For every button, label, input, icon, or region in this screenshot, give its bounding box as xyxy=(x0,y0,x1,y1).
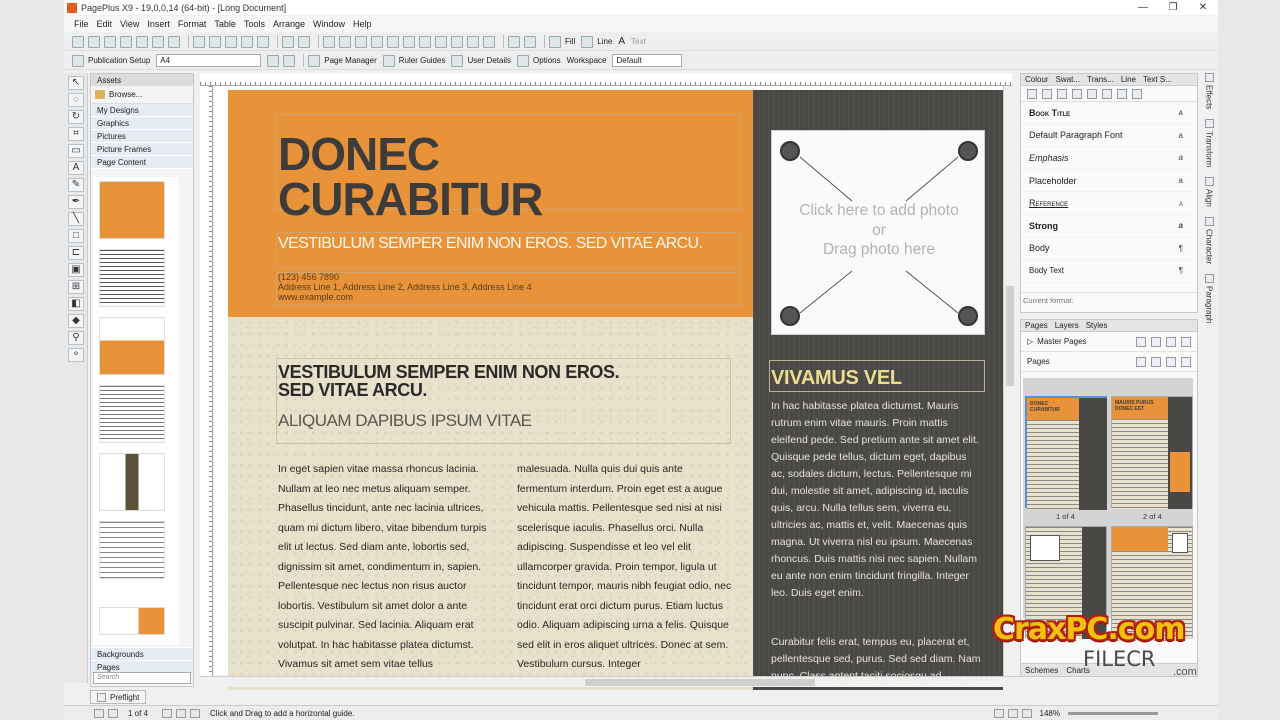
assets-tab-label: Assets xyxy=(97,75,122,85)
separator xyxy=(303,54,304,67)
asset-thumbnail[interactable] xyxy=(99,181,165,239)
zoom-level[interactable]: 148% xyxy=(1039,708,1060,718)
tab-transform-label: Transform xyxy=(1204,131,1214,168)
photo-placeholder-line-1: Click here to add photo xyxy=(799,202,959,219)
paragraph-icon xyxy=(1205,274,1214,283)
status-hint: Click and Drag to add a horizontal guide. xyxy=(210,708,355,718)
browse-label: Browse... xyxy=(109,90,143,99)
vertical-tab-strip xyxy=(1202,73,1216,373)
format-painter-icon[interactable] xyxy=(241,36,253,48)
photo-placeholder-line-3: Drag photo here xyxy=(822,241,936,258)
open-icon[interactable] xyxy=(88,36,100,48)
transparency-tool-icon[interactable]: ◧ xyxy=(68,297,84,311)
section-heading-line-1: VESTIBULUM SEMPER ENIM NON EROS. xyxy=(278,362,620,382)
section-subheading[interactable]: ALIQUAM DAPIBUS IPSUM VITAE xyxy=(278,411,532,430)
tab-paragraph-label: Paragraph xyxy=(1204,286,1214,324)
folder-icon xyxy=(95,90,105,99)
zoom-slider[interactable] xyxy=(1068,712,1158,715)
transform-icon xyxy=(1205,119,1214,128)
thumb-body xyxy=(1112,419,1168,509)
copy-page-icon[interactable] xyxy=(1151,357,1161,367)
edit-style-icon[interactable] xyxy=(1042,89,1052,99)
page-size-value: A4 xyxy=(160,56,171,65)
connector-tool-icon[interactable]: ⊏ xyxy=(68,246,84,260)
standard-toolbar xyxy=(64,33,1218,51)
phone-number: (123) 456 7890 xyxy=(278,272,340,282)
undo-icon[interactable] xyxy=(282,36,294,48)
separator xyxy=(544,35,545,48)
assets-search-input[interactable]: Search xyxy=(93,672,191,684)
last-page-button[interactable] xyxy=(176,709,186,718)
pages-panel-tabs xyxy=(1021,320,1197,332)
style-name: Reference xyxy=(1029,198,1069,209)
style-type-mark: a xyxy=(1178,176,1183,186)
style-type-mark: ¶ xyxy=(1178,266,1183,276)
assets-tab[interactable] xyxy=(91,74,193,86)
align-icon[interactable] xyxy=(387,36,399,48)
style-type-mark: a xyxy=(1178,108,1183,118)
page-indicator[interactable]: 1 of 4 xyxy=(128,708,149,718)
character-icon xyxy=(1205,217,1214,226)
style-name: Placeholder xyxy=(1029,175,1077,186)
text-styles-panel xyxy=(1020,73,1198,313)
assets-panel xyxy=(90,73,194,687)
photo-placeholder-line-2: or xyxy=(872,221,886,239)
section-heading-line-2: SED VITAE ARCU. xyxy=(278,380,428,400)
side-heading[interactable]: VIVAMUS VEL xyxy=(771,367,902,389)
send-back-icon[interactable] xyxy=(371,36,383,48)
side-body-text-2[interactable]: Curabitur felis erat, tempus eu, placerat et, pellentesque sed, purus. Sed sed diam. Nam xyxy=(771,636,981,665)
table-tool-icon[interactable]: ⊞ xyxy=(68,280,84,294)
crop-tool-icon[interactable]: ⌗ xyxy=(68,127,84,141)
tab-effects[interactable] xyxy=(1202,73,1216,109)
asset-thumbnails xyxy=(93,177,179,645)
tools-toolbar xyxy=(64,73,88,683)
headline[interactable] xyxy=(278,128,543,225)
app-icon xyxy=(67,3,77,13)
tab-swatches[interactable]: Swat... xyxy=(1055,75,1081,84)
first-page-button[interactable] xyxy=(94,709,104,718)
picture-tool-icon[interactable]: ▣ xyxy=(68,263,84,277)
category-my-designs[interactable]: My Designs xyxy=(91,104,193,117)
photo-placeholder[interactable] xyxy=(771,130,985,335)
watermark-filecr: FILECR xyxy=(1083,647,1156,671)
scroll-thumb[interactable] xyxy=(1006,286,1014,386)
vertical-scrollbar[interactable] xyxy=(1003,86,1015,676)
category-graphics[interactable]: Graphics xyxy=(91,117,193,130)
page-thumbnail-1[interactable] xyxy=(1025,396,1107,508)
menu-table[interactable]: Table xyxy=(214,19,236,29)
paragraph-style-icon[interactable] xyxy=(1102,89,1112,99)
delete-style-icon[interactable] xyxy=(1057,89,1067,99)
pan-icon[interactable] xyxy=(1022,709,1032,718)
style-type-mark: a xyxy=(1178,153,1183,163)
tab-schemes[interactable]: Schemes xyxy=(1025,665,1059,675)
tab-align[interactable] xyxy=(1202,177,1216,207)
pencil-tool-icon[interactable]: ✎ xyxy=(68,178,84,192)
preflight-label: Preflight xyxy=(110,692,140,702)
watermark xyxy=(993,612,1228,682)
previous-page-button[interactable] xyxy=(108,709,118,718)
scroll-thumb[interactable] xyxy=(585,679,815,686)
pages-label: Pages xyxy=(1027,357,1050,366)
style-menu-icon[interactable] xyxy=(1132,89,1142,99)
style-type-mark: a xyxy=(1178,130,1183,140)
style-book-title[interactable] xyxy=(1021,102,1197,125)
grid-icon[interactable] xyxy=(508,36,520,48)
category-page-content[interactable]: Page Content xyxy=(91,156,193,169)
crop-icon[interactable] xyxy=(419,36,431,48)
fill-label[interactable]: Fill xyxy=(565,37,576,46)
layer-icon[interactable] xyxy=(467,36,479,48)
thumb-title: MAURIS PURUS DONEC EST xyxy=(1115,400,1154,412)
contact-details[interactable] xyxy=(278,272,532,302)
menu-insert[interactable]: Insert xyxy=(147,19,170,29)
context-toolbar xyxy=(64,52,1218,70)
asset-thumbnail[interactable] xyxy=(99,521,165,579)
title-bar xyxy=(64,0,1218,15)
add-page-icon[interactable] xyxy=(1136,357,1146,367)
expand-icon[interactable]: ▷ xyxy=(1027,337,1034,346)
master-page-actions xyxy=(1131,337,1191,347)
zoom-tool-icon[interactable]: ⚬ xyxy=(68,348,84,362)
style-body[interactable] xyxy=(1021,238,1197,261)
page-options-icon[interactable] xyxy=(1181,357,1191,367)
style-name: Body Text xyxy=(1029,266,1064,276)
document-canvas[interactable] xyxy=(214,86,1003,675)
print-preview-icon[interactable] xyxy=(136,36,148,48)
photo-placeholder-text xyxy=(772,201,986,260)
asset-thumbnail[interactable] xyxy=(99,317,165,375)
text-label[interactable]: Text xyxy=(631,37,646,46)
maximize-button[interactable]: ❐ xyxy=(1168,2,1178,13)
style-placeholder[interactable] xyxy=(1021,170,1197,193)
category-pictures[interactable]: Pictures xyxy=(91,130,193,143)
thumb-photo xyxy=(1172,533,1188,553)
workspace-select[interactable] xyxy=(612,54,682,67)
style-name: Default Paragraph Font xyxy=(1029,130,1123,141)
thumb-title: DONEC CURABITUR xyxy=(1030,401,1060,413)
zoom-controls xyxy=(990,709,1158,718)
style-name: Book Title xyxy=(1029,107,1071,118)
align-icon xyxy=(1205,177,1214,186)
horizontal-ruler[interactable] xyxy=(200,73,1012,86)
thumb-photo xyxy=(1030,535,1060,561)
style-type-mark: a xyxy=(1178,221,1183,231)
orientation-icon[interactable] xyxy=(267,55,279,67)
copy-master-icon[interactable] xyxy=(1151,337,1161,347)
pen-tool-icon[interactable]: ✒ xyxy=(68,195,84,209)
vertical-ruler[interactable] xyxy=(200,86,213,676)
delete-master-icon[interactable] xyxy=(1166,337,1176,347)
line-label[interactable]: Line xyxy=(597,37,613,46)
style-type-mark: a xyxy=(1178,198,1183,208)
style-type-mark: ¶ xyxy=(1178,243,1183,253)
font-icon[interactable] xyxy=(168,36,180,48)
rotate-icon[interactable] xyxy=(451,36,463,48)
tab-text-styles[interactable]: Text S... xyxy=(1142,75,1172,84)
redo-icon[interactable] xyxy=(298,36,310,48)
page-view-icon[interactable] xyxy=(190,709,200,718)
watermark-com: .com xyxy=(1173,666,1197,678)
frame-tool-icon[interactable]: ▭ xyxy=(68,144,84,158)
user-details-button[interactable]: User Details xyxy=(467,56,512,65)
tab-effects-label: Effects xyxy=(1204,85,1214,110)
options-button[interactable]: Options xyxy=(533,56,561,65)
line-icon[interactable] xyxy=(581,36,593,48)
save-icon[interactable] xyxy=(104,36,116,48)
window-title: PagePlus X9 - 19,0,0,14 (64-bit) - [Long Document] xyxy=(81,2,287,13)
style-default-paragraph-font[interactable] xyxy=(1021,125,1197,148)
snap-icon[interactable] xyxy=(524,36,536,48)
new-style-icon[interactable] xyxy=(1027,89,1037,99)
style-name: Strong xyxy=(1029,220,1058,231)
zoom-out-icon[interactable] xyxy=(994,709,1004,718)
menu-bar xyxy=(64,16,1218,32)
close-button[interactable]: ✕ xyxy=(1198,2,1208,13)
thumb-block xyxy=(1170,452,1190,492)
wrap-icon[interactable] xyxy=(435,36,447,48)
page-thumbnail-2[interactable] xyxy=(1111,396,1193,508)
thumb-body xyxy=(1027,420,1079,510)
window-controls xyxy=(1128,0,1218,15)
category-pages[interactable]: Pages xyxy=(91,660,193,673)
page-thumbnails xyxy=(1023,378,1193,618)
separator xyxy=(503,35,504,48)
delete-icon[interactable] xyxy=(257,36,269,48)
clear-format-icon[interactable] xyxy=(1117,89,1127,99)
category-picture-frames[interactable]: Picture Frames xyxy=(91,143,193,156)
ruler-guides-icon[interactable] xyxy=(383,55,395,67)
page-manager-icon[interactable] xyxy=(308,55,320,67)
character-style-icon[interactable] xyxy=(1087,89,1097,99)
subheadline[interactable]: VESTIBULUM SEMPER ENIM NON EROS. SED VITAE ARCU. xyxy=(278,235,703,252)
body-text-column-1[interactable]: In eget sapien vitae massa rhoncus lacinia. Nullam at leo nec metus aliquam semper. Phasellus tincidunt, ante nec lacinia ultrices, quam mi dictum libero, vitae bibendum turpis elit ut lectus. Sed diam ante, lobortis sed, dignissim sit amet, condimentum in, sapien. Pellentesque nec lectus non risus auctor lobortis. Vestibulum sit amet dolor a ante suscipit pulvinar. Sed lacinia. Aliquam erat volutpat. In hac habitasse platea dictumst. Vivamus sit amet sem vitae tellus xyxy=(278,463,487,670)
pdf-icon[interactable] xyxy=(152,36,164,48)
asset-thumbnail[interactable] xyxy=(99,249,165,307)
address: Address Line 1, Address Line 2, Address Line 3, Address Line 4 xyxy=(278,282,532,292)
rotate-tool-icon[interactable]: ↻ xyxy=(68,110,84,124)
delete-page-icon[interactable] xyxy=(1166,357,1176,367)
publication-setup-icon[interactable] xyxy=(72,55,84,67)
zoom-in-icon[interactable] xyxy=(1008,709,1018,718)
body-text-column-2[interactable]: malesuada. Nulla quis dui quis ante fermentum interdum. Proin eget est a augue vehicula mattis. Pellentesque sed nisi at nisi scelerisque iaculis. Phasellus orci. Nulla adipiscing. Suspendisse et leo vel elit ullamcorper gravida. Proin tempor, ligula ut tincidunt tempor, mauris nibh feugiat odio, nec tincidunt erat orci dictum purus. Etiam luctus odio. Aliquam adipiscing urna a felis. Quisque sed elit in eros aliquet ultrices. Donec at sem. Vestibulum cursus. Integer xyxy=(517,463,732,670)
side-body-text-1[interactable]: In hac habitasse platea dictumst. Mauris rutrum enim vitae mauris. Proin mattis eleifend pede. Sed pretium ante sit amet elit. Quisque pede tellus, dictum eget, dapibus ac, sodales dictum, lectus. Pellentesque mi dui, molestie sit amet, adipiscing id, iaculis quis, arcu. Nulla tellus sem, viverra eu, ultricies ac, mattis et, velit. Maecenas quis magna. Ut viverra nisl eu ipsum. Maecenas rhoncus. Duis mattis nisi nec sapien. Nullam eu ante non enim tincidunt fringilla. Integer leo. Duis eget enim. xyxy=(771,400,979,599)
style-emphasis[interactable] xyxy=(1021,147,1197,170)
separator xyxy=(318,35,319,48)
page-1-label: 1 of 4 xyxy=(1056,512,1075,521)
tab-colour[interactable]: Colour xyxy=(1025,75,1049,84)
master-pages-label: Master Pages xyxy=(1037,337,1087,346)
master-pages-row[interactable] xyxy=(1021,332,1197,352)
text-tool-icon[interactable]: A xyxy=(68,161,84,175)
bring-front-icon[interactable] xyxy=(355,36,367,48)
style-reference[interactable] xyxy=(1021,192,1197,215)
category-backgrounds[interactable]: Backgrounds xyxy=(91,647,193,660)
pages-row[interactable] xyxy=(1021,352,1197,372)
fill-icon[interactable] xyxy=(549,36,561,48)
separator xyxy=(277,35,278,48)
tab-character[interactable] xyxy=(1202,217,1216,264)
menu-arrange[interactable]: Arrange xyxy=(272,19,305,29)
workspace-label: Workspace xyxy=(566,56,607,65)
flip-icon[interactable] xyxy=(403,36,415,48)
add-master-icon[interactable] xyxy=(1136,337,1146,347)
ruler-guides-button[interactable]: Ruler Guides xyxy=(398,56,446,65)
asset-thumbnail[interactable] xyxy=(99,453,165,511)
section-heading[interactable] xyxy=(278,363,619,399)
page-size-select[interactable] xyxy=(156,54,261,67)
headline-line-1: DONEC xyxy=(278,128,440,180)
menu-view[interactable]: View xyxy=(120,19,140,29)
horizontal-scrollbar[interactable] xyxy=(200,676,1067,687)
preflight-icon xyxy=(97,693,106,702)
options-icon[interactable] xyxy=(517,55,529,67)
left-margin xyxy=(0,0,64,720)
next-page-button[interactable] xyxy=(162,709,172,718)
workspace-value: Default xyxy=(616,56,642,65)
status-bar xyxy=(64,705,1218,720)
tab-align-label: Align xyxy=(1204,189,1214,208)
shape-tool-icon[interactable]: □ xyxy=(68,229,84,243)
thumb-sidebar xyxy=(1079,398,1107,510)
ungroup-icon[interactable] xyxy=(339,36,351,48)
menu-edit[interactable]: Edit xyxy=(96,19,113,29)
tab-paragraph[interactable] xyxy=(1202,274,1216,323)
tab-transform[interactable] xyxy=(1202,119,1216,167)
separator xyxy=(188,35,189,48)
menu-window[interactable]: Window xyxy=(312,19,345,29)
publication-setup-label[interactable]: Publication Setup xyxy=(88,56,151,65)
effects-icon xyxy=(1205,73,1214,82)
tab-styles[interactable]: Styles xyxy=(1085,321,1108,330)
tab-character-label: Character xyxy=(1204,229,1214,265)
tab-charts[interactable]: Charts xyxy=(1066,665,1090,675)
dropper-tool-icon[interactable]: ⚲ xyxy=(68,331,84,345)
new-icon[interactable] xyxy=(72,36,84,48)
page-2-label: 2 of 4 xyxy=(1143,512,1162,521)
document-page xyxy=(228,90,1003,690)
text-color-icon[interactable]: A xyxy=(618,36,626,47)
thumb-header xyxy=(1112,527,1168,551)
frame-icon[interactable] xyxy=(483,36,495,48)
cut-icon[interactable] xyxy=(193,36,205,48)
fill-tool-icon[interactable]: ◆ xyxy=(68,314,84,328)
print-icon[interactable] xyxy=(120,36,132,48)
page-color-icon[interactable] xyxy=(283,55,295,67)
menu-tools[interactable]: Tools xyxy=(243,19,265,29)
menu-file[interactable]: File xyxy=(74,19,89,29)
headline-line-2: CURABITUR xyxy=(278,173,543,225)
style-body-text[interactable] xyxy=(1021,260,1197,283)
page-manager-button[interactable]: Page Manager xyxy=(324,56,377,65)
tab-line[interactable]: Line xyxy=(1120,75,1136,84)
tab-pages[interactable]: Pages xyxy=(1025,321,1048,330)
lasso-tool-icon[interactable]: ◌ xyxy=(68,93,84,107)
page-actions xyxy=(1131,357,1191,367)
current-format-label: Current format: xyxy=(1021,292,1197,312)
asset-thumbnail[interactable] xyxy=(99,607,165,635)
group-icon[interactable] xyxy=(323,36,335,48)
browse-button[interactable] xyxy=(91,86,193,104)
user-details-icon[interactable] xyxy=(451,55,463,67)
style-name: Emphasis xyxy=(1029,152,1069,163)
line-tool-icon[interactable]: ╲ xyxy=(68,212,84,226)
menu-format[interactable]: Format xyxy=(177,19,207,29)
watermark-craxpc: CraxPC.com xyxy=(993,612,1185,647)
master-options-icon[interactable] xyxy=(1181,337,1191,347)
minimize-button[interactable]: — xyxy=(1138,2,1148,13)
tab-transparency[interactable]: Trans... xyxy=(1087,75,1114,84)
website: www.example.com xyxy=(278,292,354,302)
asset-thumbnail[interactable] xyxy=(99,385,165,443)
style-name: Body xyxy=(1029,243,1050,254)
panel-tabs xyxy=(1021,74,1197,86)
tab-layers[interactable]: Layers xyxy=(1054,321,1079,330)
text-styles-toolbar xyxy=(1021,86,1197,102)
style-strong[interactable] xyxy=(1021,215,1197,238)
preflight-tab[interactable] xyxy=(90,690,146,704)
menu-help[interactable]: Help xyxy=(353,19,372,29)
paste-icon[interactable] xyxy=(225,36,237,48)
style-options-icon[interactable] xyxy=(1072,89,1082,99)
copy-icon[interactable] xyxy=(209,36,221,48)
pointer-tool-icon[interactable]: ↖ xyxy=(68,76,84,90)
